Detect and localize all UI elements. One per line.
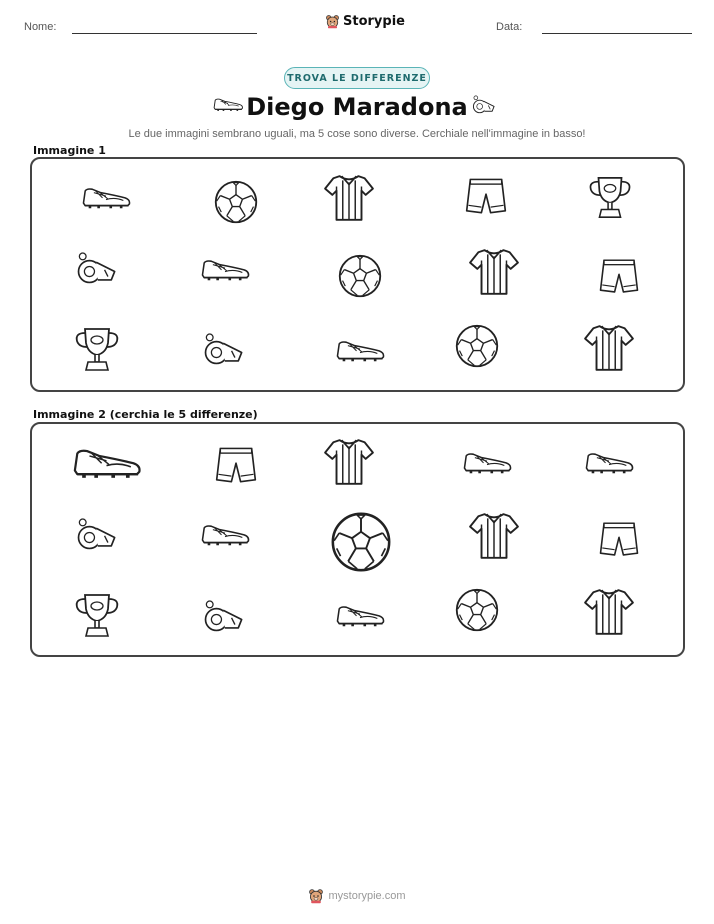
boot-icon[interactable] <box>199 253 251 285</box>
shorts-icon[interactable] <box>462 174 510 220</box>
whistle-icon[interactable] <box>72 514 122 556</box>
ball-icon[interactable] <box>337 253 383 299</box>
ball-icon[interactable] <box>454 323 500 369</box>
jersey-icon[interactable] <box>583 586 635 638</box>
boot-icon[interactable] <box>70 440 143 484</box>
brand-logo <box>325 14 405 29</box>
date-label: Data: <box>496 21 523 33</box>
date-line[interactable] <box>542 33 692 34</box>
boot-icon[interactable] <box>583 446 635 478</box>
image2-label: Immagine 2 (cerchia le 5 differenze) <box>33 408 258 421</box>
boot-icon[interactable] <box>199 518 251 550</box>
instructions: Le due immagini sembrano uguali, ma 5 cose sono diverse. Cerchiale nell'immagine in basso! <box>128 128 586 140</box>
trophy-icon[interactable] <box>585 174 635 222</box>
ball-icon[interactable] <box>329 510 393 574</box>
jersey-icon[interactable] <box>323 172 375 224</box>
whistle-icon[interactable] <box>199 329 249 371</box>
trophy-icon[interactable] <box>72 325 122 375</box>
shorts-icon[interactable] <box>595 255 643 299</box>
trophy-icon[interactable] <box>72 591 122 641</box>
boot-icon[interactable] <box>334 334 386 366</box>
bear-icon <box>325 14 340 29</box>
footer <box>0 888 714 904</box>
shorts-icon[interactable] <box>595 518 643 562</box>
whistle-icon[interactable] <box>72 248 122 290</box>
brand-name: Storypie <box>343 14 405 29</box>
name-label: Nome: <box>24 21 57 33</box>
boot-icon[interactable] <box>80 181 132 213</box>
name-line[interactable] <box>72 33 257 34</box>
whistle-icon[interactable] <box>199 596 249 638</box>
footer-url[interactable]: mystorypie.com <box>328 890 406 902</box>
jersey-icon[interactable] <box>468 510 520 562</box>
ball-icon[interactable] <box>213 179 259 225</box>
boot-icon[interactable] <box>461 446 513 478</box>
activity-badge: TROVA LE DIFFERENZE <box>284 67 430 89</box>
whistle-icon <box>469 93 499 117</box>
shorts-icon[interactable] <box>212 443 260 489</box>
jersey-icon[interactable] <box>323 436 375 488</box>
jersey-icon[interactable] <box>583 322 635 374</box>
jersey-icon[interactable] <box>468 246 520 298</box>
boot-icon[interactable] <box>334 599 386 631</box>
bear-icon <box>308 888 324 904</box>
ball-icon[interactable] <box>454 587 500 633</box>
image1-label: Immagine 1 <box>33 144 106 157</box>
page-title: Diego Maradona <box>246 93 468 121</box>
